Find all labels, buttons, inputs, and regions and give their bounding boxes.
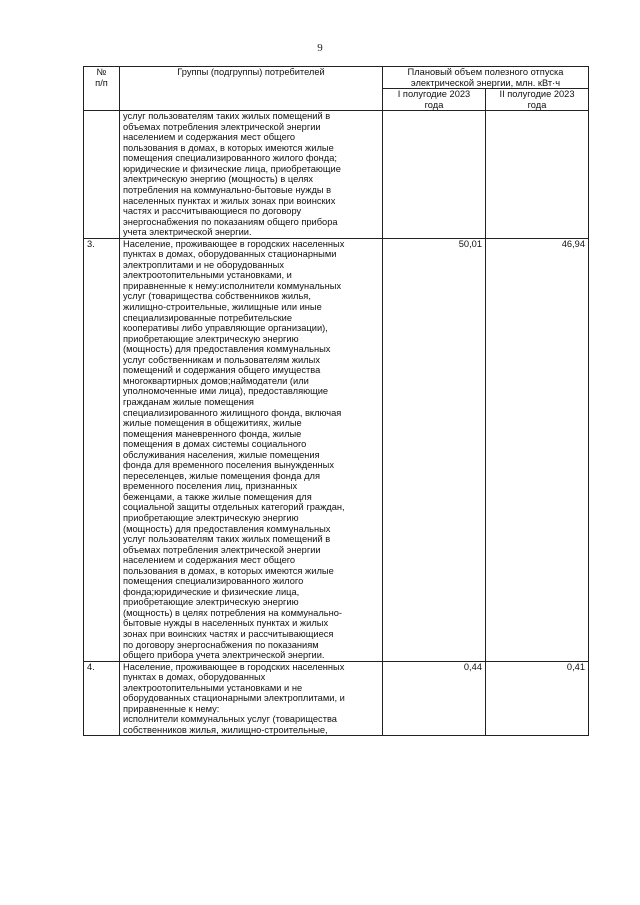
header-group: Группы (подгруппы) потребителей [120, 67, 383, 111]
row-text: услуг пользователям таких жилых помещений в объемах потребления электрической энергии населением и содержания мест общего пользования в домах, в которых имеются жилые помещения специализированного жилого фонда; юридические и физические лица, приобретающие электрическую энергию (мощность) в целях потребления на коммунально-бытовые нужды в населенных пунктах и жилых зонах при воинских частях и рассчитывающиеся по договору энергоснабжения по показаниям общего прибора учета электрической энергии. [120, 111, 383, 239]
row-number: 3. [84, 238, 120, 661]
table-row [84, 238, 589, 661]
row-text: Население, проживающее в городских населенных пунктах в домах, оборудованных стационарными электроплитами и не оборудованных электроотопительными установками, и приравненные к нему:исполнители коммунальных услуг (товарищества собственников жилья, жилищно-строительные, жилищные или иные специализированные потребительские кооперативы либо управляющие организации), приобретающие электрическую энергию (мощность) для предоставления коммунальных услуг собственникам и пользователям жилых помещений и содержания общего имущества многоквартирных домов;наймодатели (или уполномоченные ими лица), предоставляющие гражданам жилые помещения специализированного жилищного фонда, включая жилые помещения в общежитиях, жилые помещения маневренного фонда, жилые помещения в домах системы социального обслуживания населения, жилые помещения фонда для временного поселения вынужденных переселенцев, жилые помещения фонда для временного поселения лиц, признанных беженцами, а также жилые помещения для социальной защиты отдельных категорий граждан, приобретающие электрическую энергию (мощность) для предоставления коммунальных услуг пользователям таких жилых помещений в объемах потребления электрической энергии населением и содержания мест общего пользования в домах, в которых имеются жилые помещения специализированного жилого фонда;юридические и физические лица, приобретающие электрическую энергию (мощность) в целях потребления на коммунально- бытовые нужды в населенных пунктах и жилых зонах при воинских частях и рассчитывающиеся по договору энергоснабжения по показаниям общего прибора учета электрической энергии. [120, 238, 383, 661]
consumption-table [83, 66, 589, 736]
table-row [84, 661, 589, 736]
table-header-row [84, 67, 589, 89]
row-value-h2 [486, 111, 589, 239]
page-number: 9 [317, 42, 323, 54]
header-half-2: II полугодие 2023 года [486, 89, 589, 111]
row-value-h1 [383, 111, 486, 239]
table-row [84, 111, 589, 239]
row-text: Население, проживающее в городских населенных пунктах в домах, оборудованных электроотопительными установками и не оборудованных стационарными электроплитами, и приравненные к нему: исполнители коммунальных услуг (товарищества собственников жилья, жилищно-строительные, [120, 661, 383, 736]
row-number: 4. [84, 661, 120, 736]
row-value-h2: 46,94 [486, 238, 589, 661]
header-num: № п/п [84, 67, 120, 111]
row-value-h2: 0,41 [486, 661, 589, 736]
row-value-h1: 0,44 [383, 661, 486, 736]
row-value-h1: 50,01 [383, 238, 486, 661]
header-plan-volume: Плановый объем полезного отпуска электрической энергии, млн. кВт·ч [383, 67, 589, 89]
row-number [84, 111, 120, 239]
header-half-1: I полугодие 2023 года [383, 89, 486, 111]
